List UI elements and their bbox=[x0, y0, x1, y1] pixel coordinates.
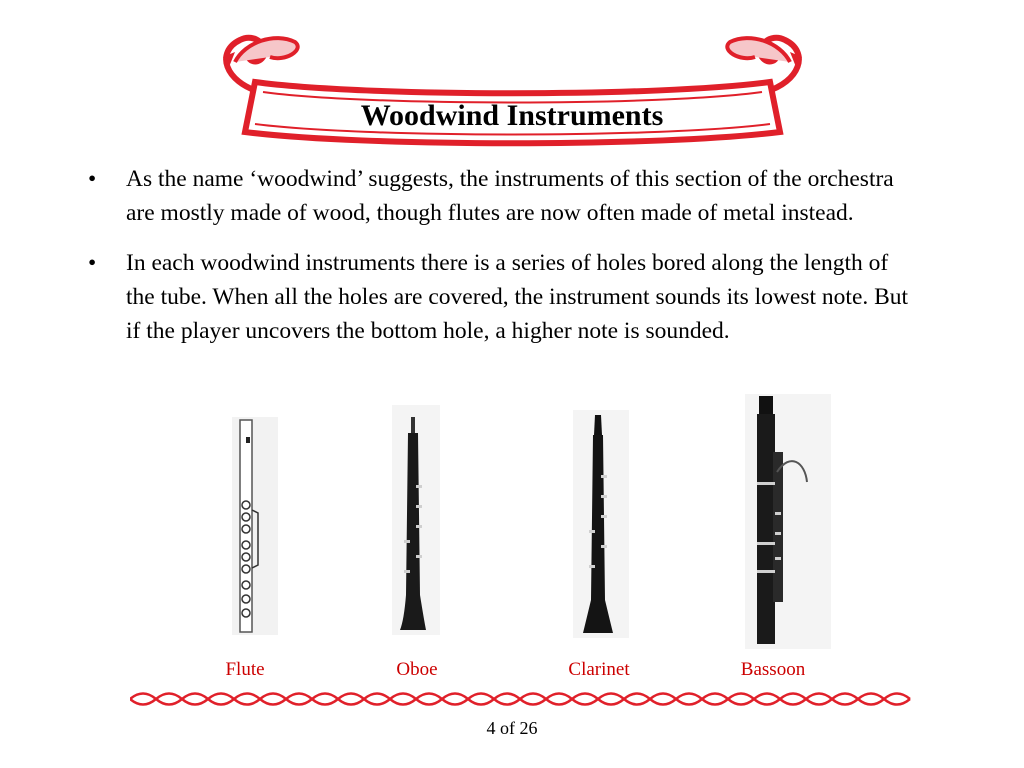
clarinet-image bbox=[555, 395, 645, 653]
braid-divider-decoration bbox=[130, 688, 920, 710]
bullet-item bbox=[82, 246, 922, 348]
bullet-text: As the name ‘woodwind’ suggests, the instruments of this section of the orchestra are mostly made of wood, though flutes are now often made of metal instead. bbox=[126, 166, 894, 226]
bullet-list bbox=[82, 162, 922, 364]
bullet-item bbox=[82, 162, 922, 230]
caption-flute: Flute bbox=[225, 659, 265, 680]
caption-clarinet: Clarinet bbox=[568, 659, 630, 680]
page-number: 4 of 26 bbox=[486, 718, 538, 738]
flute-image bbox=[200, 395, 290, 653]
bassoon-image bbox=[735, 392, 835, 654]
bullet-marker: • bbox=[88, 250, 97, 276]
oboe-image bbox=[370, 395, 460, 653]
bullet-text: In each woodwind instruments there is a series of holes bored along the length of the tube. When all the holes are covered, the instrument sounds its lowest note. But if the player uncovers the bottom hole, a higher note is sounded. bbox=[126, 250, 909, 344]
bullet-marker: • bbox=[88, 166, 97, 192]
caption-oboe: Oboe bbox=[396, 659, 438, 680]
slide-title: Woodwind Instruments bbox=[360, 99, 664, 132]
caption-bassoon: Bassoon bbox=[740, 659, 806, 680]
